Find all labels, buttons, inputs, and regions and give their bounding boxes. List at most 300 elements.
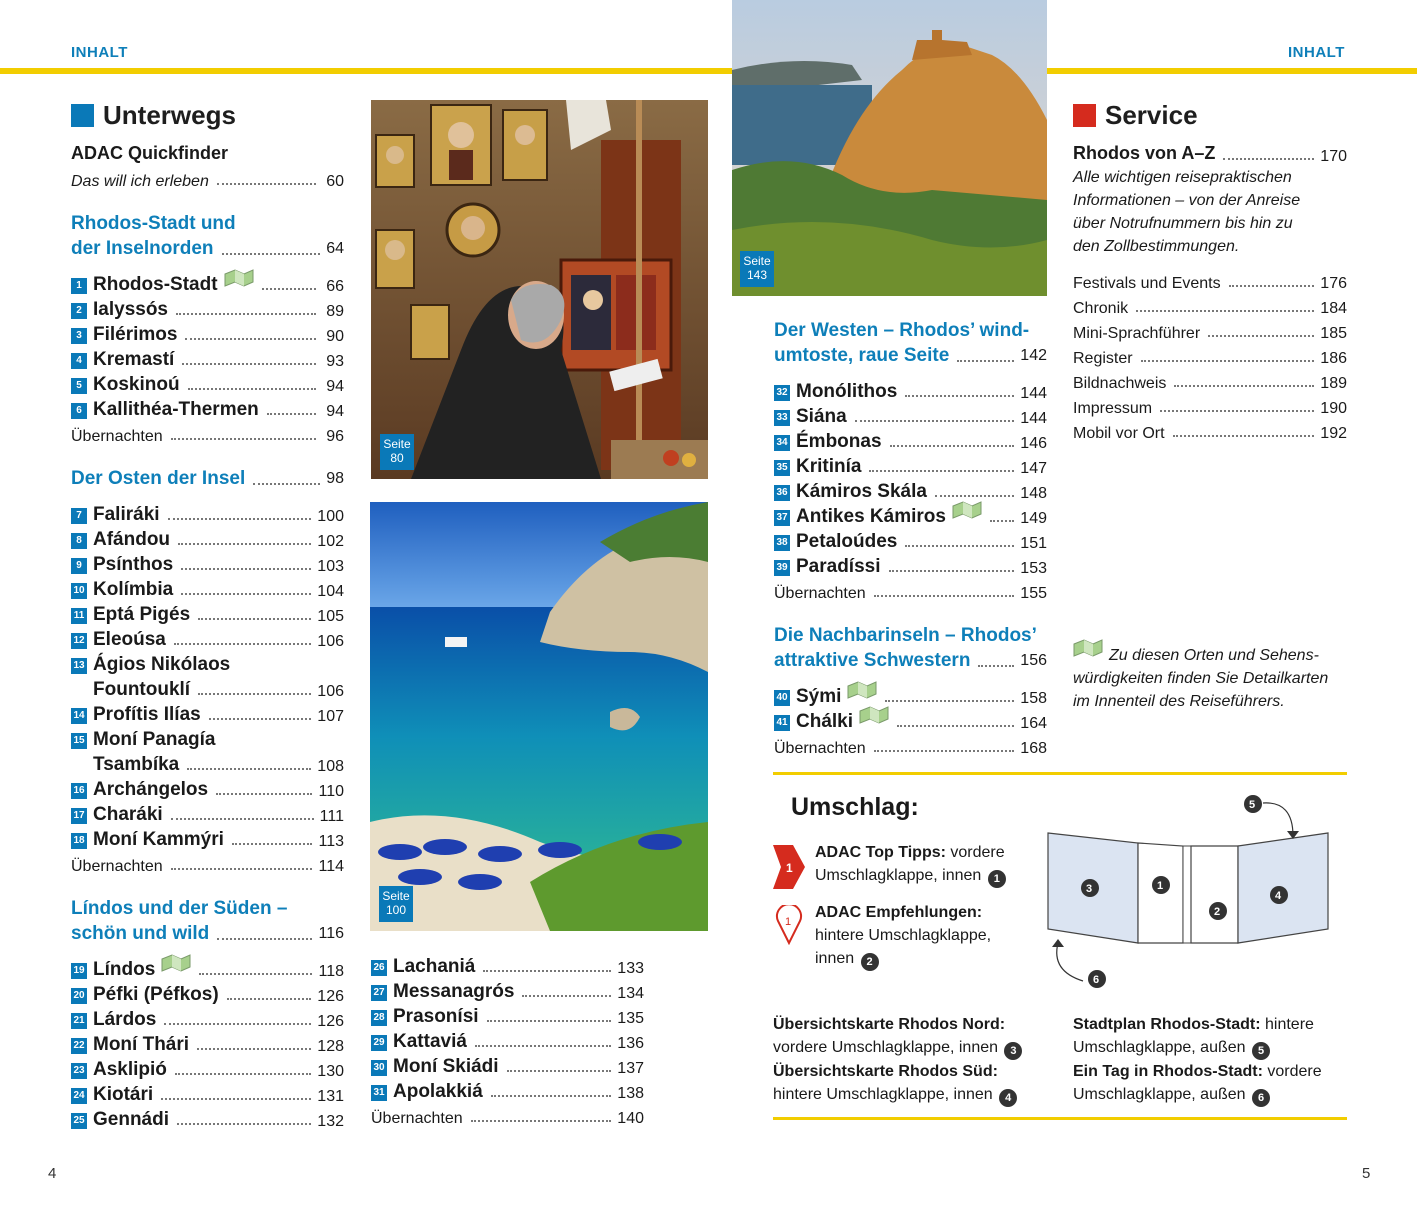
toc-row[interactable] (71, 166, 344, 191)
toc-row-stay[interactable] (71, 851, 344, 876)
entry-name: Psínthos (93, 554, 174, 575)
toc-row-label: Übernachten (774, 585, 866, 602)
map-note-line: würdigkeiten finden Sie Detailkarten (1073, 670, 1329, 687)
entry-number: 13 (71, 658, 87, 674)
toc-row-page: 155 (1020, 585, 1047, 602)
region-heading-line: Der Westen – Rhodos’ wind- (774, 320, 1030, 341)
toc-row[interactable] (1073, 268, 1347, 293)
map-icon (859, 705, 889, 725)
entry-name: Antikes Kámiros (796, 506, 946, 527)
leader-dots (217, 183, 316, 185)
empfehlungen-text1: hintere Umschlagklappe, (815, 927, 992, 944)
leader-dots (491, 1095, 612, 1097)
toc-entry[interactable] (71, 1081, 344, 1106)
toc-entry[interactable] (71, 551, 344, 576)
entry-name: Kiotári (93, 1084, 154, 1105)
toc-entry[interactable] (774, 453, 1047, 478)
toc-entry[interactable] (71, 296, 344, 321)
entry-name: Asklipió (93, 1059, 167, 1080)
toc-entry[interactable] (71, 1031, 344, 1056)
photo-bay-art (370, 502, 708, 931)
entry-name: Ialyssós (93, 299, 168, 320)
entry-number: 28 (371, 1010, 387, 1026)
leader-dots (171, 438, 316, 440)
map-icon (161, 953, 191, 973)
region-heading-line: Rhodos-Stadt und (71, 213, 236, 234)
region-heading-page: 98 (326, 470, 344, 487)
entry-name: Moní Kammýri (93, 829, 224, 850)
entry-page: 105 (317, 608, 344, 625)
entry-page: 102 (317, 533, 344, 550)
empfehlungen-label: ADAC Empfehlungen: (815, 904, 983, 921)
section-marker-blue (71, 104, 94, 127)
leader-dots (168, 518, 312, 520)
toc-entry[interactable] (71, 956, 344, 981)
leader-dots (174, 643, 311, 645)
region-heading-line: Líndos und der Süden – (71, 898, 288, 919)
section-marker-red (1073, 104, 1096, 127)
entry-page: 137 (617, 1060, 644, 1077)
header-rule-left (0, 68, 732, 74)
entry-name: Chálki (796, 711, 854, 732)
toc-row-page: 60 (326, 173, 344, 190)
entry-page: 158 (1020, 690, 1047, 707)
cover-number: 3 (1004, 1042, 1022, 1060)
toc-entry[interactable] (71, 801, 344, 826)
description-line: Informationen – von der Anreise (1073, 192, 1301, 209)
toc-row-label: Bildnachweis (1073, 375, 1167, 392)
region1-entries (71, 271, 344, 421)
toc-column-3 (774, 318, 1047, 758)
toc-entry[interactable] (71, 501, 344, 526)
toc-row[interactable] (1073, 368, 1347, 393)
leader-dots (171, 868, 313, 870)
entry-name: Eptá Pigés (93, 604, 191, 625)
entry-page: 93 (326, 353, 344, 370)
entry-number: 21 (71, 1013, 87, 1029)
entry-page: 147 (1020, 460, 1047, 477)
toc-row[interactable] (1073, 293, 1347, 318)
svg-text:1: 1 (785, 916, 792, 928)
toc-entry[interactable] (774, 503, 1047, 528)
toc-row[interactable] (1073, 418, 1347, 443)
map-ref-text: vordere Umschlagklappe, innen (773, 1039, 999, 1056)
toc-entry[interactable] (71, 651, 344, 676)
entry-page: 132 (317, 1113, 344, 1130)
entry-number: 12 (71, 633, 87, 649)
toc-row[interactable] (1073, 318, 1347, 343)
leader-dots (177, 1123, 311, 1125)
leader-dots (178, 543, 311, 545)
leader-dots (253, 483, 320, 485)
map-ref-tail: vordere (1267, 1063, 1322, 1080)
toc-column-1 (71, 100, 344, 1131)
umschlag-title: Umschlag: (791, 793, 919, 821)
toc-entry[interactable] (774, 403, 1047, 428)
entry-name: Monólithos (796, 381, 898, 402)
region2-entries (71, 501, 344, 851)
leader-dots (890, 445, 1015, 447)
entry-name: Émbonas (796, 431, 882, 452)
toc-row-page: 184 (1320, 300, 1347, 317)
leader-dots (874, 595, 1015, 597)
entry-number: 34 (774, 435, 790, 451)
entry-page: 130 (317, 1063, 344, 1080)
photo-badge-page: 80 (390, 451, 404, 465)
toc-entry[interactable] (71, 776, 344, 801)
entry-number: 25 (71, 1113, 87, 1129)
diagram-number: 3 (1086, 883, 1093, 895)
entry-name: Petaloúdes (796, 531, 898, 552)
toc-entry[interactable] (774, 528, 1047, 553)
entry-name: Messanagrós (393, 981, 515, 1002)
leader-dots (222, 253, 321, 255)
entry-name: Kallithéa-Thermen (93, 399, 259, 420)
toc-entry[interactable] (71, 526, 344, 551)
entry-page: 104 (317, 583, 344, 600)
leader-dots (198, 618, 311, 620)
entry-page: 106 (317, 633, 344, 650)
entry-name: Prasonísi (393, 1006, 479, 1027)
entry-number: 14 (71, 708, 87, 724)
toc-row-page: 185 (1320, 325, 1347, 342)
entry-number: 7 (71, 508, 87, 524)
leader-dots (471, 1120, 612, 1122)
map-ref-label: Übersichtskarte Rhodos Süd: (773, 1063, 998, 1080)
entry-page: 103 (317, 558, 344, 575)
region-heading-line: Der Osten der Insel (71, 468, 246, 489)
leader-dots (262, 288, 316, 290)
leader-dots (187, 768, 311, 770)
description-line: Alle wichtigen reisepraktischen (1073, 169, 1292, 186)
header-right: INHALT (1288, 44, 1345, 61)
entry-name: Sými (796, 686, 842, 707)
leader-dots (935, 495, 1014, 497)
entry-name: Kritinía (796, 456, 862, 477)
toc-row-page: 186 (1320, 350, 1347, 367)
entry-number: 10 (71, 583, 87, 599)
toc-row-page: 190 (1320, 400, 1347, 417)
toc-entry[interactable] (71, 576, 344, 601)
cover-number: 1 (988, 870, 1006, 888)
entry-page: 151 (1020, 535, 1047, 552)
empfehlungen-text (815, 901, 991, 971)
entry-number: 32 (774, 385, 790, 401)
entry-page: 94 (326, 403, 344, 420)
leader-dots (1208, 335, 1314, 337)
photo-icon-painter-art (371, 100, 708, 479)
leader-dots (1174, 385, 1314, 387)
entry-name: Fountouklí (93, 679, 191, 700)
top-tipps-text2: Umschlagklappe, innen (815, 867, 982, 884)
toc-entry[interactable] (774, 708, 1047, 733)
toc-entry[interactable] (71, 701, 344, 726)
service-items (1073, 268, 1347, 443)
region3-entries-cont (371, 953, 644, 1103)
entry-page: 126 (317, 988, 344, 1005)
entry-name: Lárdos (93, 1009, 157, 1030)
region-heading-page: 116 (318, 925, 344, 942)
leader-dots (1223, 158, 1314, 160)
map-note (1073, 638, 1347, 713)
diagram-number: 5 (1249, 799, 1256, 811)
top-tipps-label: ADAC Top Tipps: (815, 844, 946, 861)
entry-page: 146 (1020, 435, 1047, 452)
entry-number: 20 (71, 988, 87, 1004)
entry-page: 108 (317, 758, 344, 775)
entry-page: 135 (617, 1010, 644, 1027)
toc-entry[interactable] (71, 321, 344, 346)
leader-dots (1136, 310, 1314, 312)
map-icon (952, 500, 982, 520)
toc-row-page: 96 (326, 428, 344, 445)
entry-name: Moní Skiádi (393, 1056, 499, 1077)
entry-page: 111 (319, 808, 344, 825)
toc-row[interactable] (1073, 393, 1347, 418)
entry-page: 110 (318, 783, 344, 800)
leader-dots (181, 593, 311, 595)
leader-dots (957, 360, 1014, 362)
entry-page: 136 (617, 1035, 644, 1052)
header-rule-right (1047, 68, 1417, 74)
toc-entry[interactable] (774, 378, 1047, 403)
region-heading-line: umtoste, raue Seite (774, 345, 950, 366)
leader-dots (487, 1020, 612, 1022)
toc-row-label: Übernachten (71, 858, 163, 875)
toc-entry[interactable] (71, 1006, 344, 1031)
region-heading-1[interactable] (71, 211, 344, 261)
leader-dots (267, 413, 316, 415)
entry-number: 1 (71, 278, 87, 294)
toc-entry[interactable] (71, 726, 344, 751)
toc-entry[interactable] (371, 978, 644, 1003)
leader-dots (885, 700, 1014, 702)
section-title-text: Service (1105, 100, 1198, 130)
entry-number: 5 (71, 378, 87, 394)
leader-dots (905, 395, 1014, 397)
leader-dots (483, 970, 611, 972)
entry-page: 134 (617, 985, 644, 1002)
entry-name: Kremastí (93, 349, 175, 370)
section-title-service (1073, 100, 1347, 131)
photo-badge-143 (740, 251, 774, 287)
leader-dots (181, 568, 311, 570)
map-icon (1073, 638, 1103, 658)
header-left: INHALT (71, 44, 128, 61)
toc-row-stay[interactable] (71, 421, 344, 446)
empfehlung-icon (775, 905, 803, 945)
entry-name: Gennádi (93, 1109, 170, 1130)
toc-entry[interactable] (71, 1056, 344, 1081)
entry-name: Ágios Nikólaos (93, 654, 231, 675)
toc-row-page: 192 (1320, 425, 1347, 442)
toc-row-label: Mini-Sprachführer (1073, 325, 1201, 342)
top-tipp-icon (773, 845, 807, 889)
cover-number: 5 (1252, 1042, 1270, 1060)
toc-column-service (1073, 100, 1347, 713)
entry-page: 89 (326, 303, 344, 320)
entry-name: Filérimos (93, 324, 178, 345)
entry-page: 131 (317, 1088, 344, 1105)
photo-badge-100 (379, 886, 413, 922)
entry-name: Moní Thári (93, 1034, 190, 1055)
entry-name: Archángelos (93, 779, 209, 800)
quickfinder-title: ADAC Quickfinder (71, 143, 229, 163)
toc-entry[interactable] (71, 626, 344, 651)
a-z-description (1073, 166, 1347, 258)
page-number-left: 4 (48, 1165, 57, 1182)
leader-dots (1229, 285, 1315, 287)
toc-entry[interactable] (71, 271, 344, 296)
toc-row-page: 140 (617, 1110, 644, 1127)
entry-page: 144 (1020, 410, 1047, 427)
overview-maps-left (773, 1013, 1063, 1107)
leader-dots (161, 1098, 311, 1100)
leader-dots (227, 998, 312, 1000)
region-heading-5[interactable] (774, 623, 1047, 673)
entry-name: Tsambíka (93, 754, 180, 775)
toc-entry[interactable] (71, 601, 344, 626)
toc-entry-continued[interactable] (71, 751, 344, 776)
leader-dots (175, 1073, 311, 1075)
toc-row-label: Festivals und Events (1073, 275, 1221, 292)
toc-entry[interactable] (71, 346, 344, 371)
toc-row-a-z[interactable] (1073, 141, 1347, 166)
entry-page: 126 (317, 1013, 344, 1030)
region-heading-2[interactable] (71, 466, 344, 491)
leader-dots (1141, 360, 1315, 362)
empfehlungen-text2: innen (815, 950, 855, 967)
entry-page: 90 (326, 328, 344, 345)
entry-number: 35 (774, 460, 790, 476)
diagram-number: 2 (1214, 906, 1221, 918)
leader-dots (522, 995, 611, 997)
photo-bay (370, 502, 708, 931)
toc-row-label: Register (1073, 350, 1133, 367)
cover-number: 6 (1252, 1089, 1270, 1107)
entry-number: 11 (71, 608, 87, 624)
entry-page: 138 (617, 1085, 644, 1102)
entry-number: 29 (371, 1035, 387, 1051)
toc-row-label: Übernachten (371, 1110, 463, 1127)
entry-name: Charáki (93, 804, 163, 825)
leader-dots (232, 843, 313, 845)
toc-entry[interactable] (71, 371, 344, 396)
description-line: den Zollbestimmungen. (1073, 238, 1240, 255)
leader-dots (897, 725, 1014, 727)
toc-entry[interactable] (371, 1078, 644, 1103)
toc-entry[interactable] (774, 553, 1047, 578)
entry-name: Kattaviá (393, 1031, 467, 1052)
entry-number: 6 (71, 403, 87, 419)
leader-dots (874, 750, 1015, 752)
entry-number: 18 (71, 833, 87, 849)
map-ref-tail: hintere (1265, 1016, 1314, 1033)
toc-row[interactable] (1073, 343, 1347, 368)
toc-row-label: Übernachten (71, 428, 163, 445)
entry-number: 23 (71, 1063, 87, 1079)
entry-name: Péfki (Péfkos) (93, 984, 219, 1005)
entry-number: 4 (71, 353, 87, 369)
toc-row-stay[interactable] (774, 733, 1047, 758)
page-number-right: 5 (1362, 1165, 1371, 1182)
photo-badge-page: 143 (746, 268, 768, 282)
toc-entry[interactable] (71, 826, 344, 851)
leader-dots (475, 1045, 611, 1047)
top-tipps-text (815, 841, 1006, 888)
entry-name: Kolímbia (93, 579, 174, 600)
top-tipps-text1: vordere (950, 844, 1005, 861)
toc-row-page: 189 (1320, 375, 1347, 392)
description-line: über Notrufnummern bis hin zu (1073, 215, 1293, 232)
map-ref-label: Stadtplan Rhodos-Stadt: (1073, 1016, 1261, 1033)
region-heading-3[interactable] (71, 896, 344, 946)
leader-dots (198, 693, 311, 695)
entry-number: 26 (371, 960, 387, 976)
map-note-line: im Innenteil des Reiseführers. (1073, 693, 1285, 710)
toc-entry[interactable] (774, 428, 1047, 453)
toc-entry[interactable] (371, 1028, 644, 1053)
region-heading-page: 64 (326, 240, 344, 257)
cover-fold-diagram (1043, 791, 1333, 996)
leader-dots (1160, 410, 1314, 412)
toc-entry[interactable] (371, 1003, 644, 1028)
toc-entry[interactable] (71, 981, 344, 1006)
entry-number: 17 (71, 808, 87, 824)
toc-entry[interactable] (371, 1053, 644, 1078)
photo-badge-page: 100 (385, 903, 407, 917)
map-note-line: Zu diesen Orten und Sehens- (1109, 647, 1319, 664)
photo-icon-painter (371, 100, 708, 479)
cover-number: 2 (861, 953, 879, 971)
entry-number: 41 (774, 715, 790, 731)
toc-row-stay[interactable] (774, 578, 1047, 603)
toc-entry[interactable] (371, 953, 644, 978)
entry-number: 22 (71, 1038, 87, 1054)
region4-entries (774, 378, 1047, 578)
region-heading-line: schön und wild (71, 923, 210, 944)
map-ref-text: Umschlagklappe, außen (1073, 1086, 1246, 1103)
entry-number: 27 (371, 985, 387, 1001)
toc-entry-continued[interactable] (71, 676, 344, 701)
leader-dots (978, 665, 1014, 667)
toc-row-label: Rhodos von A–Z (1073, 143, 1216, 163)
entry-name: Moní Panagía (93, 729, 216, 750)
entry-page: 164 (1020, 715, 1047, 732)
toc-column-2 (371, 953, 644, 1128)
toc-row-stay[interactable] (371, 1103, 644, 1128)
entry-name: Apolakkiá (393, 1081, 483, 1102)
entry-page: 100 (317, 508, 344, 525)
entry-page: 153 (1020, 560, 1047, 577)
leader-dots (182, 363, 316, 365)
toc-entry[interactable] (71, 1106, 344, 1131)
photo-badge-label: Seite (383, 437, 411, 451)
toc-entry[interactable] (71, 396, 344, 421)
toc-row-label: Das will ich erleben (71, 173, 209, 190)
entry-name: Siána (796, 406, 847, 427)
umschlag-box (773, 772, 1347, 1120)
entry-number: 30 (371, 1060, 387, 1076)
entry-name: Profítis Ilías (93, 704, 201, 725)
region-heading-4[interactable] (774, 318, 1047, 368)
leader-dots (855, 420, 1015, 422)
diagram-number: 1 (1157, 880, 1164, 892)
entry-name: Kámiros Skála (796, 481, 927, 502)
leader-dots (171, 818, 314, 820)
leader-dots (869, 470, 1014, 472)
entry-name: Afándou (93, 529, 171, 550)
